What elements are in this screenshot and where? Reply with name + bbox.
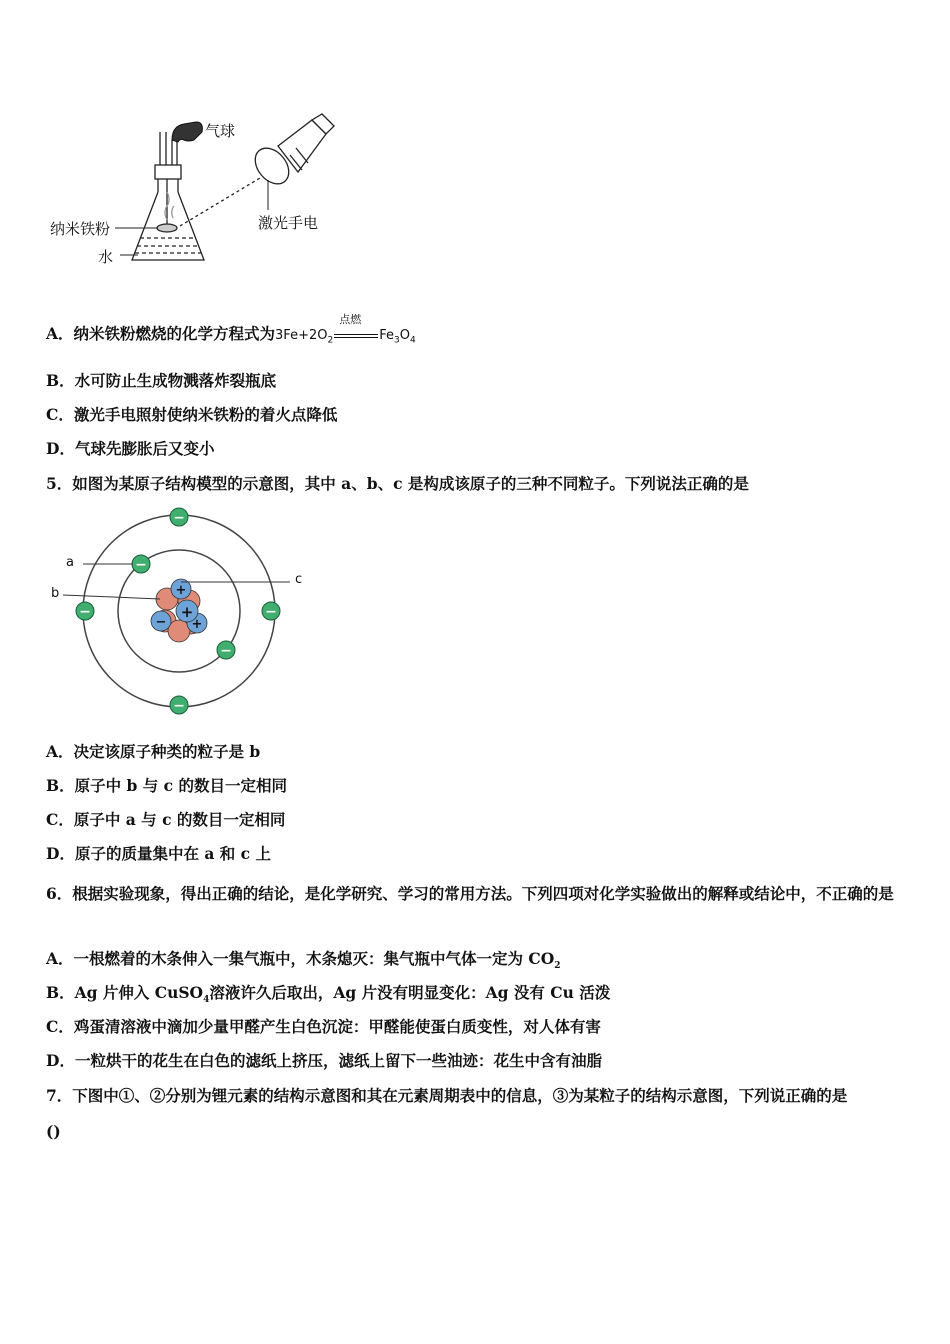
label-balloon: 气球 [205,122,236,140]
svg-text:−: − [155,615,167,630]
atom-model-figure [45,505,315,720]
q7-answer-paren: () [46,1122,61,1141]
equation-condition: 点燃 [339,313,362,326]
q6-option-b [46,981,610,1005]
q4-option-c: C．激光手电照射使纳米铁粉的着火点降低 [46,405,338,424]
label-nano-iron: 纳米铁粉 [50,220,111,238]
laser-flashlight-icon [248,114,334,190]
balloon-icon [172,122,202,142]
q6-option-b-sub: 4 [203,995,210,1006]
q6-option-b-text2: 溶液许久后取出，Ag 片没有明显变化：Ag 没有 Cu 活泼 [209,983,611,1002]
q4-option-a-text: A．纳米铁粉燃烧的化学方程式为 [46,324,276,343]
laser-beam [180,178,260,226]
q6-option-a-text: A．一根燃着的木条伸入一集气瓶中，木条熄灭：集气瓶中气体一定为 CO [46,949,555,968]
svg-text:+: + [191,617,203,632]
label-c: c [295,572,303,587]
equation-arrow [333,313,379,343]
equation-lhs-sub: 2 [327,335,334,346]
conical-flask [132,132,204,260]
q6-option-a-sub: 2 [554,961,561,972]
q5-option-d: D．原子的质量集中在 a 和 c 上 [46,844,272,863]
q4-option-a [46,313,416,346]
q5-option-c: C．原子中 a 与 c 的数目一定相同 [46,810,286,829]
q7-stem: 7．下图中①、②分别为锂元素的结构示意图和其在元素周期表中的信息，③为某粒子的结构示意图，下列说正确的是 [46,1086,848,1105]
q6-option-a [46,947,561,971]
label-a: a [66,555,74,570]
equation [275,313,416,346]
flask-experiment-figure [40,110,360,275]
label-b: b [51,586,60,601]
equation-lhs: 3Fe+2O [275,328,328,343]
svg-text:−: − [220,643,232,659]
label-water: 水 [98,248,114,266]
q5-option-b: B．原子中 b 与 c 的数目一定相同 [46,776,287,795]
nucleus [151,579,207,642]
q5-option-a: A．决定该原子种类的粒子是 b [46,742,261,761]
q4-option-b: B．水可防止生成物溅落炸裂瓶底 [46,371,277,390]
q6-stem: 6．根据实验现象，得出正确的结论，是化学研究、学习的常用方法。下列四项对化学实验做出的解释或结论中，不正确的是 [46,884,894,903]
svg-text:+: + [180,603,194,621]
q6-option-d: D．一粒烘干的花生在白色的滤纸上挤压，滤纸上留下一些油迹：花生中含有油脂 [46,1051,602,1070]
equation-rhs-mid: O [399,328,410,343]
q5-stem: 5．如图为某原子结构模型的示意图，其中 a、b、c 是构成该原子的三种不同粒子。下列说法正确的是 [46,474,749,493]
svg-text:−: − [173,510,185,526]
svg-text:−: − [265,604,277,620]
label-laser-flashlight: 激光手电 [258,214,319,232]
q6-option-b-text1: B．Ag 片伸入 CuSO [46,983,204,1002]
equation-rhs-sub2: 4 [409,335,416,346]
svg-text:+: + [175,583,187,598]
q6-option-c: C．鸡蛋清溶液中滴加少量甲醛产生白色沉淀：甲醛能使蛋白质变性，对人体有害 [46,1017,601,1036]
svg-text:−: − [79,604,91,620]
svg-text:−: − [135,557,147,573]
equation-rhs-sub1: 3 [393,335,400,346]
q4-option-d: D．气球先膨胀后又变小 [46,439,215,458]
svg-text:−: − [173,698,185,714]
equation-rhs: Fe [379,328,394,343]
